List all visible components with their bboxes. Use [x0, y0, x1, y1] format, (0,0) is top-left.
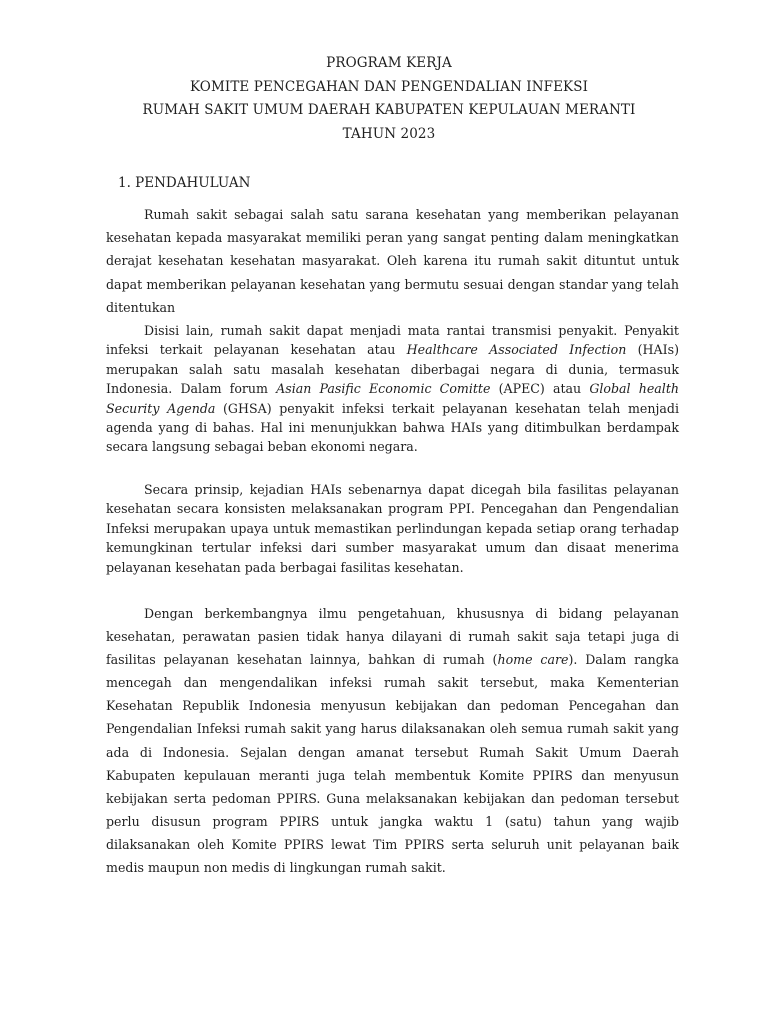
paragraph-italic-term: Global health Security Agenda	[106, 381, 679, 416]
paragraph-text: (GHSA) penyakit infeksi terkait pelayanan kesehatan telah menjadi agenda yang di bahas. Hal ini menunjukkan bahwa HAIs yang ditimbulkan berdampak secara langsung sebagai beban ekonomi negara.	[106, 400, 679, 455]
paragraph-1	[106, 203, 679, 319]
paragraph-italic-term: Asian Pasific Economic Comitte	[276, 381, 491, 397]
title-line-committee: KOMITE PENCEGAHAN DAN PENGENDALIAN INFEKSI	[189, 78, 589, 95]
paragraph-italic-term: home care	[497, 652, 569, 668]
title-line-hospital: RUMAH SAKIT UMUM DAERAH KABUPATEN KEPULAUAN MERANTI	[142, 102, 636, 119]
title-line-program: PROGRAM KERJA	[326, 55, 452, 71]
paragraph-text: ). Dalam rangka mencegah dan mengendalikan infeksi rumah sakit tersebut, maka Kementerian Kesehatan Republik Indonesia menyusun kebijakan dan pedoman Pencegahan dan Pengendalian Infeksi rumah sakit yang harus dilaksanakan oleh semua rumah sakit yang ada di Indonesia. Sejalan dengan amanat tersebut Rumah Sakit Umum Daerah Kabupaten kepulauan meranti juga telah membentuk Komite PPIRS dan menyusun kebijakan serta pedoman PPIRS. Guna melaksanakan kebijakan dan pedoman tersebut perlu disusun program PPIRS untuk jangka waktu 1 (satu) tahun yang wajib dilaksanakan oleh Komite PPIRS lewat Tim PPIRS serta seluruh unit pelayanan baik medis maupun non medis di lingkungan rumah sakit.	[106, 652, 679, 876]
paragraph-text: Dengan berkembangnya ilmu pengetahuan, khususnya di bidang pelayanan kesehatan, perawatan pasien tidak hanya dilayani di rumah sakit saja tetapi juga di fasilitas pelayanan kesehatan lainnya, bahkan di rumah (	[106, 606, 679, 668]
title-line-year: TAHUN 2023	[342, 125, 436, 142]
paragraph-text: (APEC) atau	[490, 381, 590, 397]
paragraph-italic-term: Healthcare Associated Infection	[406, 342, 627, 358]
paragraph-text: (HAIs) merupakan salah satu masalah kesehatan diberbagai negara di dunia, termasuk Indonesia. Dalam forum	[106, 342, 679, 397]
paragraph-text: Rumah sakit sebagai salah satu sarana kesehatan yang memberikan pelayanan kesehatan kepada masyarakat memiliki peran yang sangat penting dalam meningkatkan derajat kesehatan kesehatan masyarakat. Oleh karena itu rumah sakit dituntut untuk dapat memberikan pelayanan kesehatan yang bermutu sesuai dengan standar yang telah ditentukan	[106, 207, 679, 315]
paragraph-text: Secara prinsip, kejadian HAIs sebenarnya dapat dicegah bila fasilitas pelayanan kesehatan secara konsisten melaksanakan program PPI. Pencegahan dan Pengendalian Infeksi merupakan upaya untuk memastikan perlindungan kepada setiap orang terhadap kemungkinan tertular infeksi dari sumber masyarakat umum dan disaat menerima pelayanan kesehatan pada berbagai fasilitas kesehatan.	[106, 482, 679, 575]
paragraph-4	[106, 602, 679, 879]
document-title	[0, 52, 768, 146]
paragraph-text: Disisi lain, rumah sakit dapat menjadi mata rantai transmisi penyakit. Penyakit infeksi terkait pelayanan kesehatan atau	[106, 323, 679, 358]
section-heading: 1. PENDAHULUAN	[118, 175, 251, 191]
paragraph-2	[106, 321, 679, 457]
paragraph-3	[106, 480, 679, 577]
